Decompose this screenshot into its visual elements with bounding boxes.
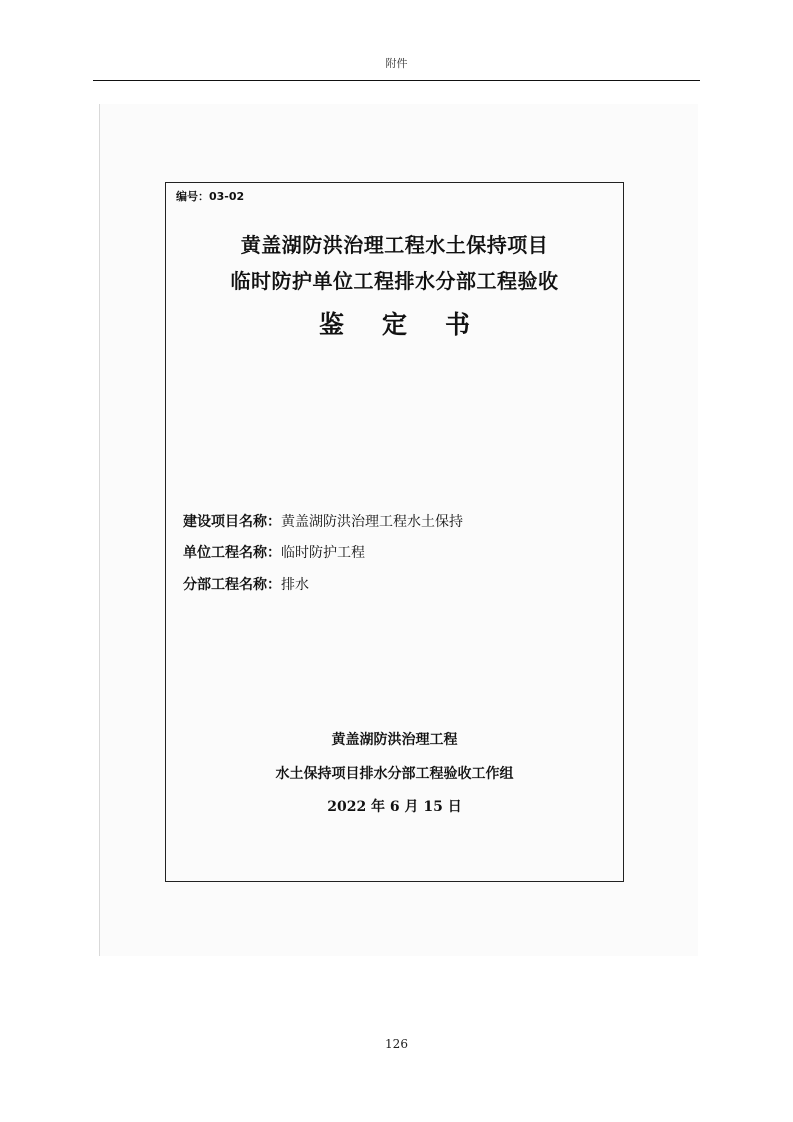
- certificate-frame: [165, 182, 624, 882]
- field-label: 分部工程名称：: [183, 577, 281, 593]
- field-unit-project: [183, 542, 365, 562]
- page-header: 附件: [385, 57, 408, 70]
- field-project-name: [183, 511, 463, 531]
- page-number: 126: [385, 1037, 408, 1051]
- title-line-2: 临时防护单位工程排水分部工程验收: [230, 269, 559, 293]
- issue-date: 2022 年 6 月 15 日: [327, 799, 462, 815]
- field-value: 临时防护工程: [281, 545, 365, 561]
- title-line-1: 黄盖湖防洪治理工程水土保持项目: [240, 233, 549, 257]
- field-label: 建设项目名称：: [183, 514, 281, 530]
- title-line-3: 鉴定书: [318, 310, 508, 339]
- field-label: 单位工程名称：: [183, 545, 281, 561]
- organization-line-2: 水土保持项目排水分部工程验收工作组: [275, 766, 514, 782]
- document-number: 编号：03-02: [176, 190, 245, 203]
- field-sub-project: [183, 574, 309, 594]
- header-divider: [93, 80, 700, 81]
- field-value: 排水: [281, 577, 309, 593]
- organization-line-1: 黄盖湖防洪治理工程: [331, 732, 458, 748]
- field-value: 黄盖湖防洪治理工程水土保持: [281, 514, 463, 530]
